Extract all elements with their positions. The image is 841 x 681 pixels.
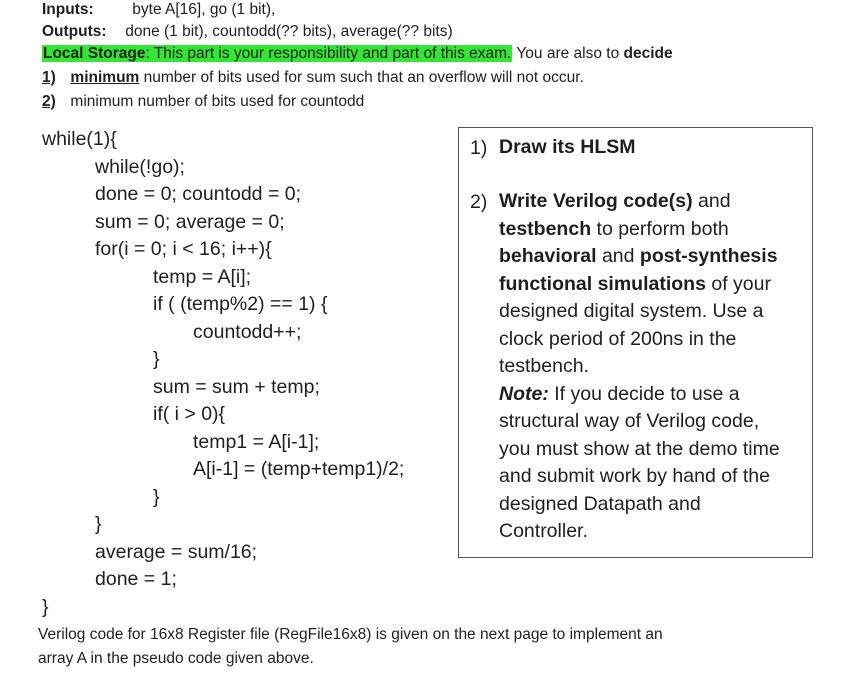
req1-text: number of bits used for sum such that an overflow will not occur. xyxy=(139,69,584,86)
code-line: sum = sum + temp; xyxy=(153,376,320,398)
code-line: average = sum/16; xyxy=(95,541,258,563)
local-storage-line xyxy=(42,45,673,63)
local-storage-tail: You are also to xyxy=(512,45,624,62)
code-line: } xyxy=(42,596,49,618)
task1-text: Draw its HLSM xyxy=(499,136,636,158)
outputs-line xyxy=(42,23,453,41)
code-line: while(!go); xyxy=(95,156,185,178)
code-line: if( i > 0){ xyxy=(153,403,226,425)
task2-body: Write Verilog code(s) and testbench to perform both behavioral and post-synthesis functional simulations of your designed digital system. Use a clock period of 200ns in the testbench. Note: If you decide to use a structural way of Verilog code, you must show at the demo time and submit work by hand of the designed Datapath and Controller. xyxy=(499,190,780,542)
code-line: done = 1; xyxy=(95,568,177,590)
code-line: sum = 0; average = 0; xyxy=(95,211,285,233)
code-line: countodd++; xyxy=(193,321,302,343)
local-storage-highlight xyxy=(42,45,512,62)
local-storage-text: : This part is your responsibility and part of this exam. xyxy=(145,45,512,62)
req1-minimum: minimum xyxy=(70,69,140,86)
code-line: } xyxy=(95,513,102,535)
inputs-value: byte A[16], go (1 bit), xyxy=(132,1,276,18)
code-line: for(i = 0; i < 16; i++){ xyxy=(95,238,272,260)
code-line: A[i-1] = (temp+temp1)/2; xyxy=(193,458,405,480)
req1-number: 1) xyxy=(42,69,56,86)
code-line: temp = A[i]; xyxy=(153,266,252,288)
code-line: } xyxy=(153,348,160,370)
req2-number: 2) xyxy=(42,93,56,110)
code-line: while(1){ xyxy=(42,128,117,150)
code-line: } xyxy=(153,486,160,508)
requirement-1 xyxy=(42,69,584,87)
inputs-label: Inputs: xyxy=(42,1,94,18)
code-line: if ( (temp%2) == 1) { xyxy=(153,293,328,315)
decide-word: decide xyxy=(623,45,673,62)
local-storage-label: Local Storage xyxy=(43,45,146,62)
requirement-2 xyxy=(42,93,364,111)
code-line: temp1 = A[i-1]; xyxy=(193,431,320,453)
req2-text: minimum number of bits used for countodd xyxy=(70,93,365,110)
code-line: done = 0; countodd = 0; xyxy=(95,183,302,205)
outputs-label: Outputs: xyxy=(42,23,107,40)
inputs-line xyxy=(42,1,275,19)
task2-number: 2) xyxy=(470,191,488,213)
footer-line-2: array A in the pseudo code given above. xyxy=(38,650,314,667)
footer-line-1: Verilog code for 16x8 Register file (RegFile16x8) is given on the next page to implement an xyxy=(38,626,663,643)
task1-number: 1) xyxy=(470,137,488,159)
outputs-value: done (1 bit), countodd(?? bits), average(?? bits) xyxy=(125,23,453,40)
